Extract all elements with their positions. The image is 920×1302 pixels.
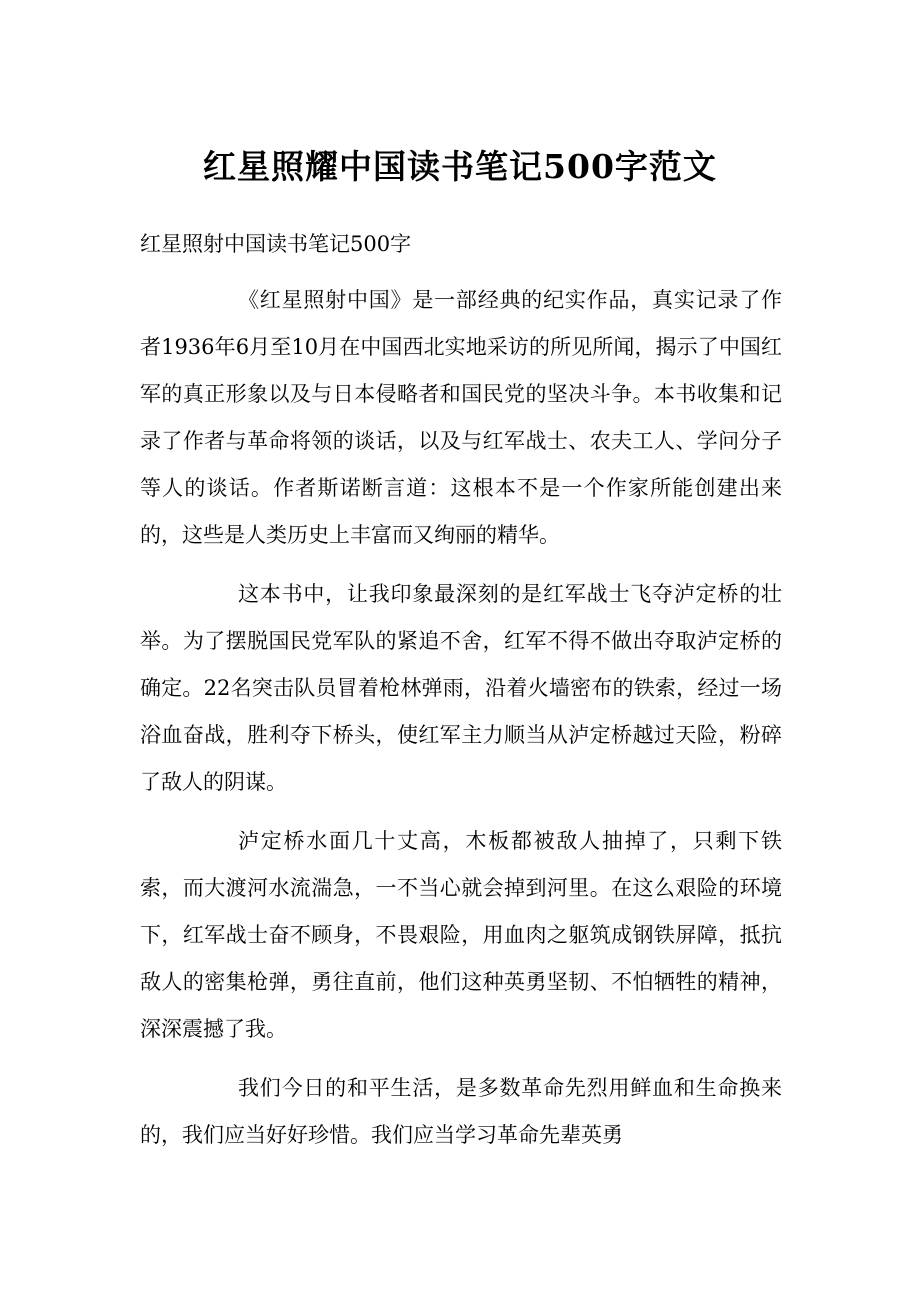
document-body [140, 277, 782, 1171]
paragraph-4: 我们今日的和平生活，是多数革命先烈用鲜血和生命换来的，我们应当好好珍惜。我们应当学习革命先辈英勇 [140, 1076, 782, 1147]
document-subtitle: 红星照射中国读书笔记500字 [140, 232, 412, 256]
paragraph-2: 这本书中，让我印象最深刻的是红军战士飞夺泸定桥的壮举。为了摆脱国民党军队的紧追不舍，红军不得不做出夺取泸定桥的确定。22名突击队员冒着枪林弹雨，沿着火墙密布的铁索，经过一场浴血奋战，胜利夺下桥头，使红军主力顺当从泸定桥越过天险，粉碎了敌人的阴谋。 [140, 582, 782, 794]
document-title: 红星照耀中国读书笔记500字范文 [203, 147, 717, 186]
paragraph-1: 《红星照射中国》是一部经典的纪实作品，真实记录了作者1936年6月至10月在中国西北实地采访的所见所闻，揭示了中国红军的真正形象以及与日本侵略者和国民党的坚决斗争。本书收集和记录了作者与革命将领的谈话，以及与红军战士、农夫工人、学问分子等人的谈话。作者斯诺断言道：这根本不是一个作家所能创建出来的，这些是人类历史上丰富而又绚丽的精华。 [140, 288, 782, 547]
paragraph-3: 泸定桥水面几十丈高，木板都被敌人抽掉了，只剩下铁索，而大渡河水流湍急，一不当心就会掉到河里。在这么艰险的环境下，红军战士奋不顾身，不畏艰险，用血肉之躯筑成钢铁屏障，抵抗敌人的密集枪弹，勇往直前，他们这种英勇坚韧、不怕牺牲的精神，深深震撼了我。 [140, 829, 782, 1041]
